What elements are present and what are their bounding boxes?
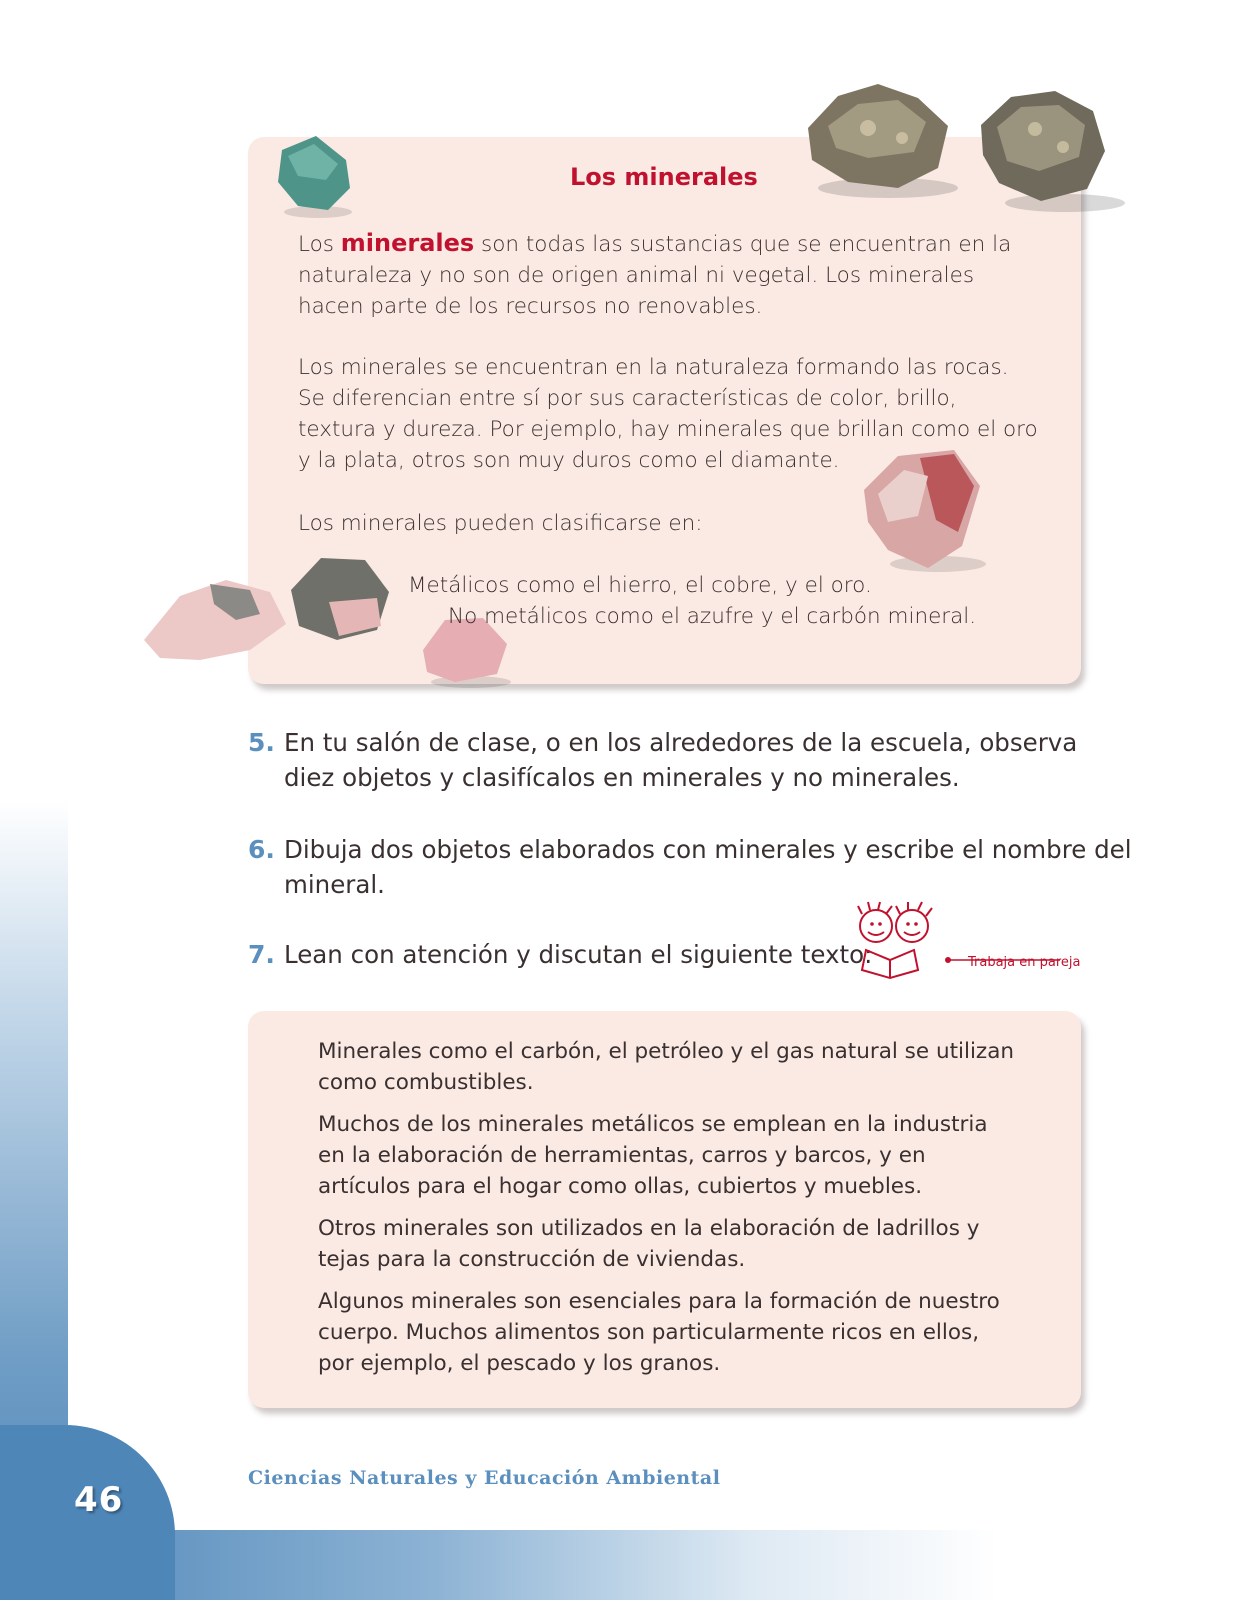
p1-rest: son todas las sustancias que se encuentran en la naturaleza y no son de origen animal ni vegetal. Los minerales hacen parte de los recursos no renovables. <box>298 232 1012 319</box>
construction-paragraph: Otros minerales son utilizados en la elaboración de ladrillos y tejas para la construcción de viviendas. <box>318 1216 980 1272</box>
question-number: 7. <box>248 940 275 969</box>
pair-work-label: Trabaja en pareja <box>968 955 1081 970</box>
box-title: Los minerales <box>570 163 758 191</box>
definition-paragraph <box>298 228 1018 322</box>
book-title: Ciencias Naturales y Educación Ambiental <box>248 1467 721 1489</box>
question-number: 6. <box>248 835 275 864</box>
pyrite-mineral-image-2 <box>975 85 1125 215</box>
pair-work-icon <box>838 900 1078 992</box>
gray-pink-rock-image <box>285 550 395 645</box>
fuels-paragraph: Minerales como el carbón, el petróleo y el gas natural se utilizan como combustibles. <box>318 1039 1015 1095</box>
page-number: 46 <box>74 1480 124 1520</box>
question-text: En tu salón de clase, o en los alrededores de la escuela, observa <box>284 728 1078 757</box>
green-mineral-image <box>268 130 358 220</box>
highlight-term: minerales <box>340 229 475 257</box>
p1-prefix: Los <box>298 232 341 257</box>
bottom-band <box>0 1530 1248 1600</box>
classification-intro: Los minerales pueden clasificarse en: <box>298 511 703 536</box>
question-text-cont: mineral. <box>284 870 385 899</box>
question-5 <box>248 725 1077 795</box>
nutrition-paragraph: Algunos minerales son esenciales para la formación de nuestro cuerpo. Muchos alimentos son particularmente ricos en ellos, por ejemplo, el pescado y los granos. <box>318 1289 1000 1376</box>
question-text-cont: diez objetos y clasifícalos en minerales y no minerales. <box>284 763 960 792</box>
question-7 <box>248 937 872 972</box>
question-6 <box>248 832 1132 902</box>
metallic-line: Metálicos como el hierro, el cobre, y el oro. <box>408 573 872 598</box>
question-text: Dibuja dos objetos elaborados con minerales y escribe el nombre del <box>284 835 1132 864</box>
pyrite-mineral-image-1 <box>798 78 958 203</box>
industry-paragraph: Muchos de los minerales metálicos se emplean en la industria en la elaboración de herramientas, carros y barcos, y en artículos para el hogar como ollas, cubiertos y muebles. <box>318 1112 988 1199</box>
question-text: Lean con atención y discutan el siguiente texto: <box>284 940 873 969</box>
question-number: 5. <box>248 728 275 757</box>
characteristics-paragraph: Los minerales se encuentran en la naturaleza formando las rocas. Se diferencian entre sí por sus características de color, brillo, textura y dureza. Por ejemplo, hay minerales que brillan como el oro y la plata, otros son muy duros como el diamante. <box>298 355 1038 473</box>
nonmetallic-line: No metálicos como el azufre y el carbón mineral. <box>448 604 977 629</box>
pink-rock-image-left <box>140 570 290 665</box>
